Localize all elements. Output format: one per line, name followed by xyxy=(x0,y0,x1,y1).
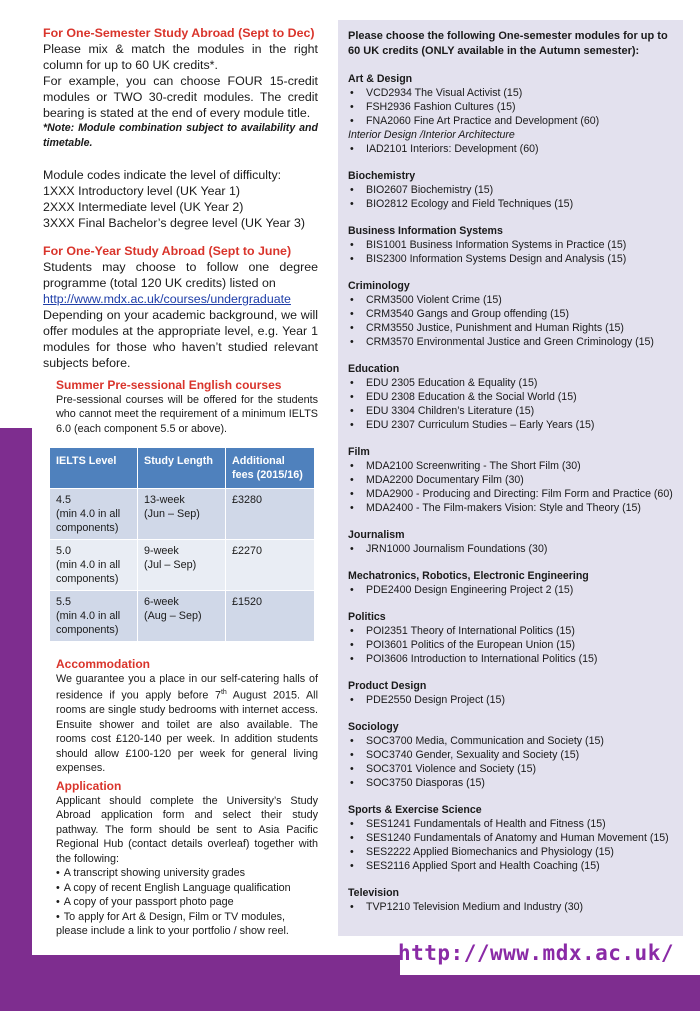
module-item: • FNA2060 Fine Art Practice and Development (60) xyxy=(348,114,678,128)
accommodation-date-suffix: th xyxy=(220,689,227,696)
module-section-title: Art & Design xyxy=(348,73,413,85)
one-semester-paragraph-1: Please mix & match the modules in the right column for up to 60 UK credits*. xyxy=(43,42,318,72)
module-section-title: Criminology xyxy=(348,280,410,292)
purple-side-band xyxy=(0,428,32,1011)
module-item: • SES1241 Fundamentals of Health and Fitness (15) xyxy=(348,817,678,831)
module-section xyxy=(348,720,678,790)
module-section xyxy=(348,528,678,556)
module-section xyxy=(348,679,678,707)
module-item: • POI3606 Introduction to International Politics (15) xyxy=(348,652,678,666)
module-list xyxy=(348,459,678,515)
table-cell-study-length: 6-week (Aug – Sep) xyxy=(138,591,226,642)
module-item: • VCD2934 The Visual Activist (15) xyxy=(348,86,678,100)
module-list xyxy=(348,817,678,873)
one-year-paragraph-1: Students may choose to follow one degree programme (total 120 UK credits) listed on xyxy=(43,260,318,290)
module-item: • SES2116 Applied Sport and Health Coaching (15) xyxy=(348,859,678,873)
module-list xyxy=(348,376,678,432)
module-list xyxy=(348,900,678,914)
module-item: • CRM3570 Environmental Justice and Green Criminology (15) xyxy=(348,335,678,349)
module-item: • POI3601 Politics of the European Union (15) xyxy=(348,638,678,652)
module-item: • MDA2400 - The Film-makers Vision: Style and Theory (15) xyxy=(348,501,678,515)
table-cell-study-length: 9-week (Jul – Sep) xyxy=(138,540,226,591)
module-item: • SOC3750 Diasporas (15) xyxy=(348,776,678,790)
module-section xyxy=(348,886,678,914)
module-sections xyxy=(348,72,678,914)
module-item: • SOC3740 Gender, Sexuality and Society (15) xyxy=(348,748,678,762)
module-section xyxy=(348,362,678,432)
table-cell-ielts-level: 5.0 (min 4.0 in all components) xyxy=(50,540,138,591)
application-heading: Application xyxy=(56,779,122,793)
module-section-title: Mechatronics, Robotics, Electronic Engineering xyxy=(348,570,589,582)
module-list xyxy=(348,583,678,597)
table-row xyxy=(50,540,315,591)
module-item: • EDU 2307 Curriculum Studies – Early Years (15) xyxy=(348,418,678,432)
table-header-study-length: Study Length xyxy=(138,448,226,489)
module-item: • BIS2300 Information Systems Design and Analysis (15) xyxy=(348,252,678,266)
level-1: 1XXX Introductory level (UK Year 1) xyxy=(43,184,240,198)
table-cell-ielts-level: 5.5 (min 4.0 in all components) xyxy=(50,591,138,642)
undergraduate-courses-link[interactable]: http://www.mdx.ac.uk/courses/undergraduate xyxy=(43,292,291,306)
module-item: • CRM3540 Gangs and Group offending (15) xyxy=(348,307,678,321)
module-item: • BIO2812 Ecology and Field Techniques (15) xyxy=(348,197,678,211)
module-section xyxy=(348,569,678,597)
module-section-title: Sports & Exercise Science xyxy=(348,804,482,816)
application-text: Applicant should complete the University’s Study Abroad application form and select their study pathway. The form should be sent to Asia Pacific Regional Hub (contact details overleaf) together with the following: xyxy=(56,794,318,865)
table-header-row xyxy=(50,448,315,489)
list-item: • To apply for Art & Design, Film or TV modules, please include a link to your portfolio / show reel. xyxy=(56,910,318,939)
application-section xyxy=(56,779,318,939)
module-section xyxy=(348,445,678,515)
one-semester-paragraph-2: For example, you can choose FOUR 15-credit modules or TWO 30-credit modules. The credit bearing is stated at the end of every module title. xyxy=(43,74,318,120)
one-semester-heading: For One-Semester Study Abroad (Sept to Dec) xyxy=(43,26,315,40)
module-item: • SES1240 Fundamentals of Anatomy and Human Movement (15) xyxy=(348,831,678,845)
accommodation-text-a: We guarantee you a place in our self-catering halls of residence if you apply before 7 xyxy=(56,672,318,702)
summer-courses-section xyxy=(56,378,318,436)
module-item: • EDU 2305 Education & Equality (15) xyxy=(348,376,678,390)
module-section-title: Product Design xyxy=(348,680,427,692)
module-item: • MDA2900 - Producing and Directing: Film Form and Practice (60) xyxy=(348,487,678,501)
module-section xyxy=(348,169,678,211)
list-item: • A copy of recent English Language qualification xyxy=(56,881,318,896)
module-section xyxy=(348,803,678,873)
accommodation-section xyxy=(56,657,318,776)
module-section-title: Journalism xyxy=(348,529,405,541)
accommodation-heading: Accommodation xyxy=(56,657,151,671)
table-row xyxy=(50,489,315,540)
modules-intro: Please choose the following One-semester modules for up to 60 UK credits (ONLY available in the Autumn semester): xyxy=(348,30,668,57)
table-cell-study-length: 13-week (Jun – Sep) xyxy=(138,489,226,540)
level-2: 2XXX Intermediate level (UK Year 2) xyxy=(43,200,244,214)
module-section xyxy=(348,279,678,349)
ielts-fees-table xyxy=(49,447,315,642)
modules-panel-content xyxy=(348,29,678,927)
module-list xyxy=(348,86,678,128)
module-item: • IAD2101 Interiors: Development (60) xyxy=(348,142,678,156)
table-header-ielts-level: IELTS Level xyxy=(50,448,138,489)
module-item: • EDU 2308 Education & the Social World (15) xyxy=(348,390,678,404)
module-section-title: Television xyxy=(348,887,400,899)
module-section-title: Film xyxy=(348,446,370,458)
module-item: • CRM3500 Violent Crime (15) xyxy=(348,293,678,307)
accommodation-text xyxy=(56,672,318,776)
module-item: • SES2222 Applied Biomechanics and Physiology (15) xyxy=(348,845,678,859)
application-requirements-list xyxy=(56,866,318,939)
module-section-title: Sociology xyxy=(348,721,399,733)
module-section-title: Business Information Systems xyxy=(348,225,503,237)
module-list xyxy=(348,183,678,211)
module-item: • TVP1210 Television Medium and Industry (30) xyxy=(348,900,678,914)
module-item: • MDA2200 Documentary Film (30) xyxy=(348,473,678,487)
accommodation-text-b: August 2015. All rooms are single study bedrooms with internet access. Ensuite shower and toilet are also available. The rooms cost £120-140 per week. In addition students should allow £100-120 per week for general living expenses. xyxy=(56,689,318,775)
module-section xyxy=(348,610,678,666)
module-item: • MDA2100 Screenwriting - The Short Film (30) xyxy=(348,459,678,473)
module-sublist xyxy=(348,142,678,156)
module-item: • PDE2550 Design Project (15) xyxy=(348,693,678,707)
left-column xyxy=(43,25,318,371)
module-item: • CRM3550 Justice, Punishment and Human Rights (15) xyxy=(348,321,678,335)
module-subsection-title: Interior Design /Interior Architecture xyxy=(348,129,515,141)
module-list xyxy=(348,293,678,349)
module-list xyxy=(348,734,678,790)
module-list xyxy=(348,542,678,556)
module-list xyxy=(348,238,678,266)
module-item: • SOC3701 Violence and Society (15) xyxy=(348,762,678,776)
levels-intro: Module codes indicate the level of difficulty: xyxy=(43,168,282,182)
table-cell-fee: £2270 xyxy=(226,540,315,591)
one-year-heading: For One-Year Study Abroad (Sept to June) xyxy=(43,244,292,258)
module-item: • JRN1000 Journalism Foundations (30) xyxy=(348,542,678,556)
table-cell-fee: £3280 xyxy=(226,489,315,540)
table-cell-fee: £1520 xyxy=(226,591,315,642)
modules-panel xyxy=(338,20,683,936)
module-section-title: Biochemistry xyxy=(348,170,416,182)
table-header-additional-fees: Additional fees (2015/16) xyxy=(226,448,315,489)
module-item: • FSH2936 Fashion Cultures (15) xyxy=(348,100,678,114)
module-list xyxy=(348,624,678,666)
module-list xyxy=(348,693,678,707)
table-row xyxy=(50,591,315,642)
list-item: • A transcript showing university grades xyxy=(56,866,318,881)
module-section xyxy=(348,224,678,266)
module-item: • PDE2400 Design Engineering Project 2 (15) xyxy=(348,583,678,597)
module-section xyxy=(348,72,678,156)
module-item: • EDU 3304 Children’s Literature (15) xyxy=(348,404,678,418)
summer-courses-heading: Summer Pre-sessional English courses xyxy=(56,378,282,392)
table-cell-ielts-level: 4.5 (min 4.0 in all components) xyxy=(50,489,138,540)
level-3: 3XXX Final Bachelor’s degree level (UK Year 3) xyxy=(43,216,305,230)
module-section-title: Politics xyxy=(348,611,386,623)
module-item: • SOC3700 Media, Communication and Society (15) xyxy=(348,734,678,748)
one-year-paragraph-2: Depending on your academic background, we will offer modules at the appropriate level, e.g. Year 1 modules for those who haven’t studied relevant subjects before. xyxy=(43,308,318,370)
module-item: • BIS1001 Business Information Systems in Practice (15) xyxy=(348,238,678,252)
module-item: • POI2351 Theory of International Politics (15) xyxy=(348,624,678,638)
summer-courses-text: Pre-sessional courses will be offered for the students who cannot meet the requirement of a minimum IELTS 6.0 (each component 5.5 or above). xyxy=(56,393,318,435)
module-item: • BIO2607 Biochemistry (15) xyxy=(348,183,678,197)
module-section-title: Education xyxy=(348,363,400,375)
module-combination-note: *Note: Module combination subject to availability and timetable. xyxy=(43,122,318,149)
list-item: • A copy of your passport photo page xyxy=(56,895,318,910)
footer-url-link[interactable]: http://www.mdx.ac.uk/ xyxy=(397,941,674,965)
